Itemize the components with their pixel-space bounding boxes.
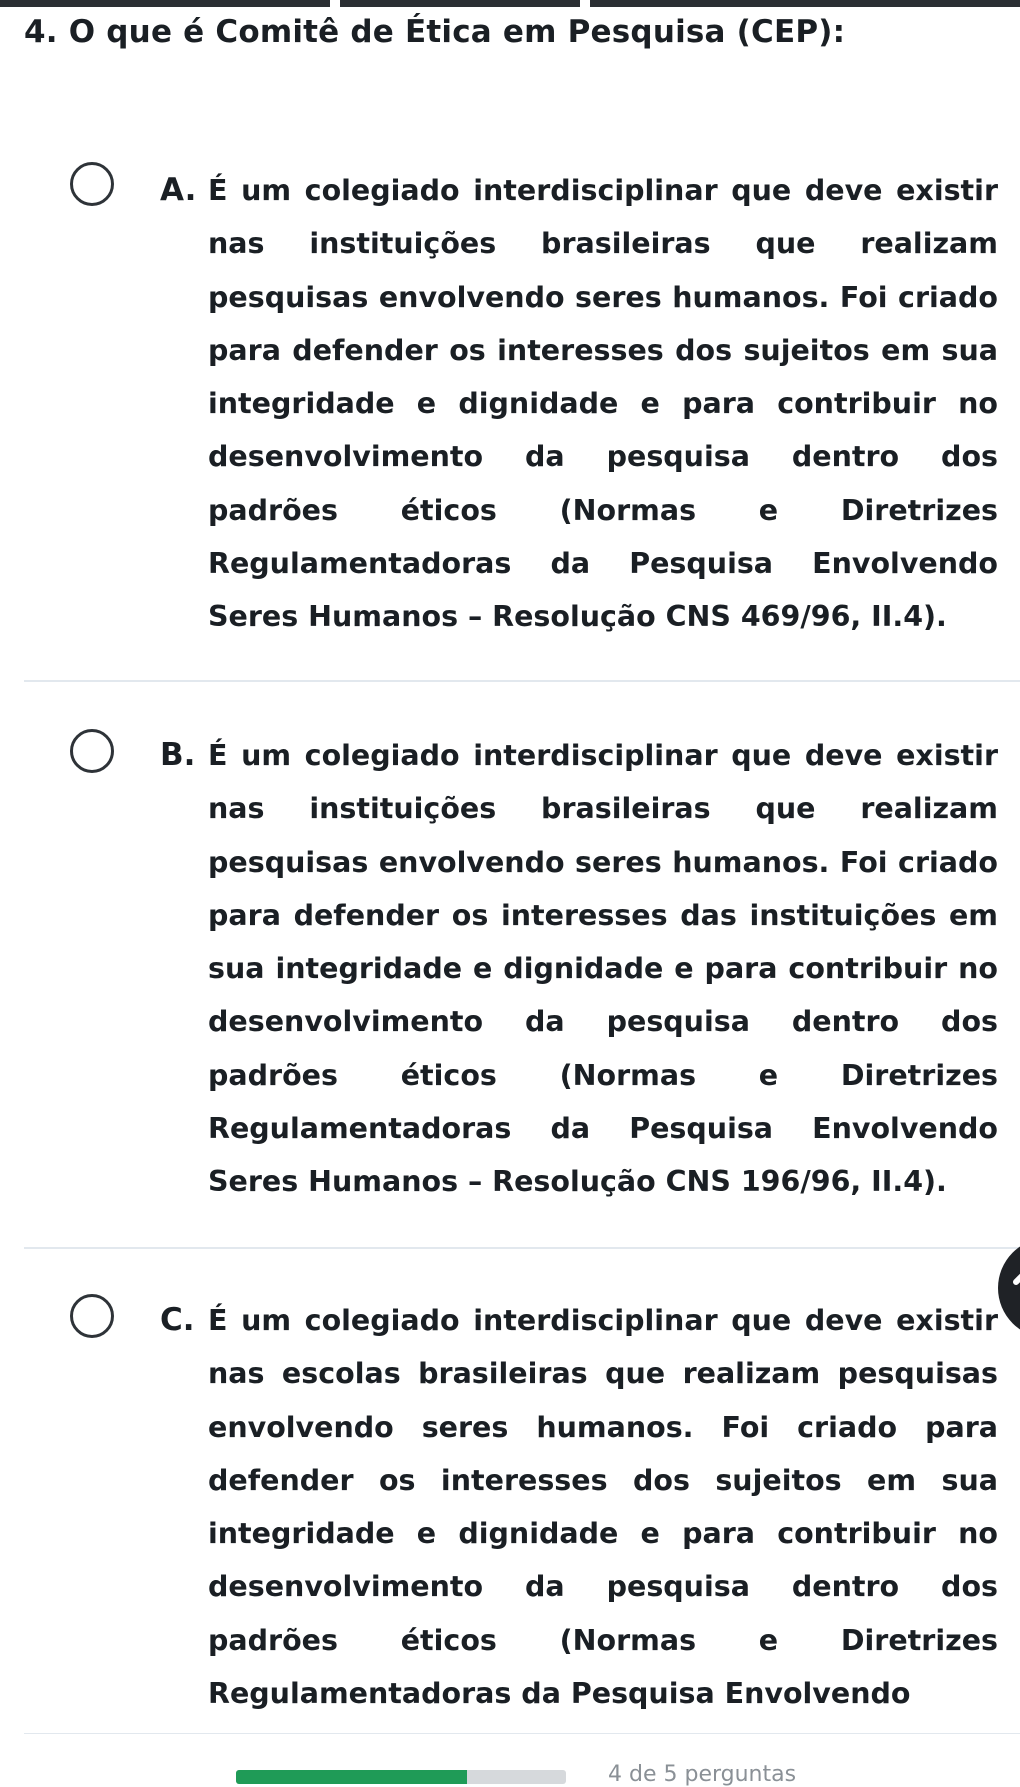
option-b-radio[interactable] [70, 729, 114, 773]
progress-bar [236, 1770, 566, 1784]
option-c-letter: C. [160, 1302, 195, 1338]
chevron-up-icon [1012, 1260, 1020, 1286]
option-b-letter: B. [160, 737, 196, 773]
option-a-letter: A. [160, 172, 197, 208]
progress-bar-fill [236, 1770, 467, 1784]
option-a-text: É um colegiado interdisciplinar que deve existir nas instituições brasileiras que realizam pesquisas envolvendo seres humanos. Foi criado para defender os interesses dos sujeitos em sua integridade e dignidade e para contribuir no desenvolvimento da pesquisa dentro dos padrões éticos (Normas e Diretrizes Regulamentadoras da Pesquisa Envolvendo Seres Humanos – Resolução CNS 469/96, II.4). [208, 174, 998, 634]
option-a-radio[interactable] [70, 162, 114, 206]
top-progress-strip [0, 0, 1020, 7]
divider [24, 1247, 1020, 1249]
option-b-text: É um colegiado interdisciplinar que deve existir nas instituições brasileiras que realizam pesquisas envolvendo seres humanos. Foi criado para defender os interesses das instituições em sua integridade e dignidade e para contribuir no desenvolvimento da pesquisa dentro dos padrões éticos (Normas e Diretrizes Regulamentadoras da Pesquisa Envolvendo Seres Humanos – Resolução CNS 196/96, II.4). [208, 739, 998, 1199]
scroll-top-button[interactable] [998, 1238, 1020, 1338]
question-title: 4. O que é Comitê de Ética em Pesquisa (CEP): [24, 14, 846, 50]
option-c-radio[interactable] [70, 1294, 114, 1338]
divider [24, 1733, 1020, 1734]
top-strip-gap [330, 0, 340, 7]
top-strip-gap [580, 0, 590, 7]
option-c-text: É um colegiado interdisciplinar que deve existir nas escolas brasileiras que realizam pesquisas envolvendo seres humanos. Foi criado para defender os interesses dos sujeitos em sua integridade e dignidade e para contribuir no desenvolvimento da pesquisa dentro dos padrões éticos (Normas e Diretrizes Regulamentadoras da Pesquisa Envolvendo [208, 1304, 998, 1711]
divider [24, 680, 1020, 682]
progress-label: 4 de 5 perguntas [608, 1762, 797, 1787]
